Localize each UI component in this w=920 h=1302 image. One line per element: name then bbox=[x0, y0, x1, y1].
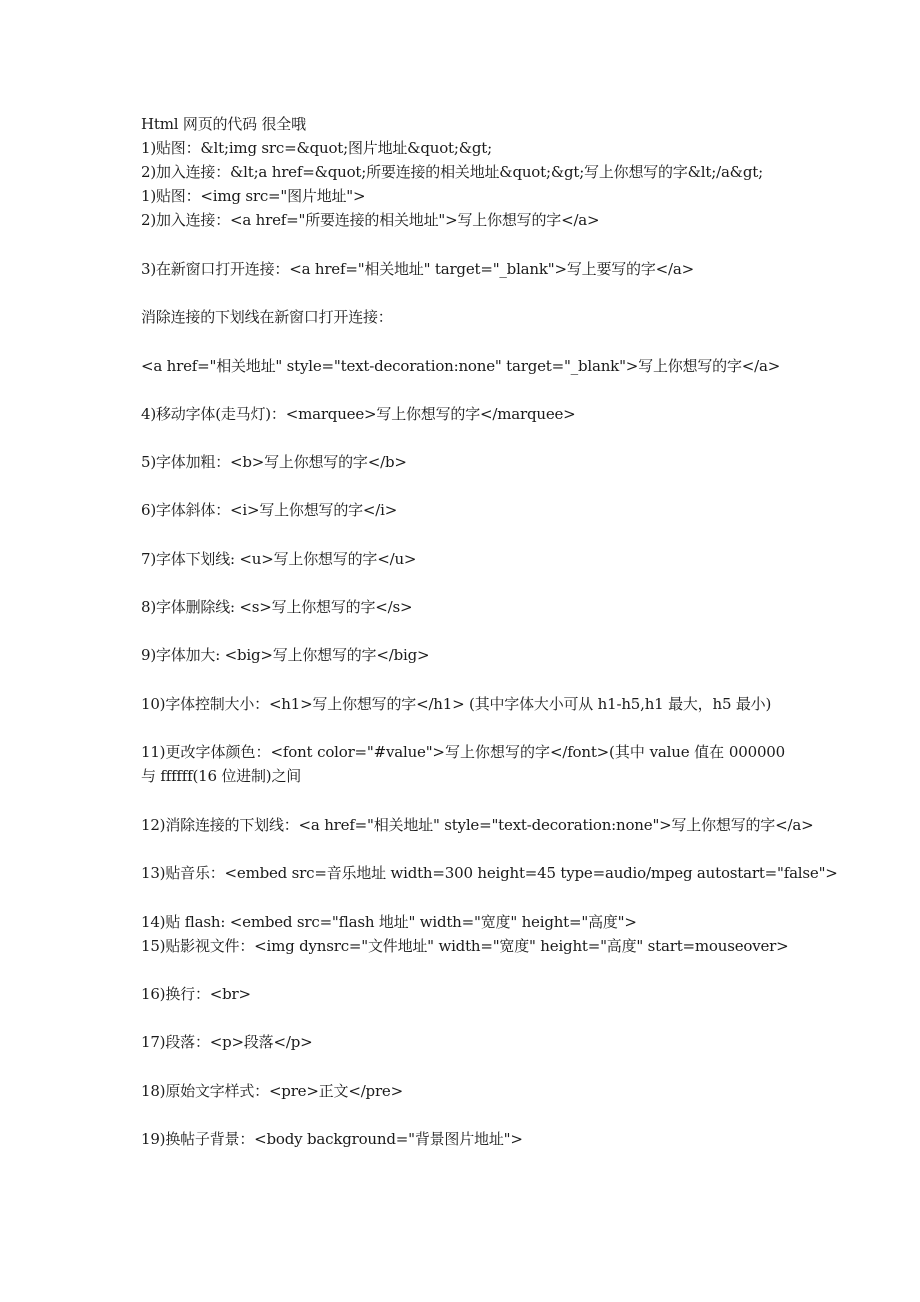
text-line-heading-size: 10)字体控制大小：<h1>写上你想写的字</h1> (其中字体大小可从 h1-h5,h1 最大，h5 最小) bbox=[141, 695, 772, 713]
text-line-link: 2)加入连接：<a href="所要连接的相关地址">写上你想写的字</a> bbox=[141, 211, 600, 229]
text-line-escaped-img: 1)贴图：&lt;img src=&quot;图片地址&quot;&gt; bbox=[141, 139, 492, 157]
text-line-escaped-link: 2)加入连接：&lt;a href=&quot;所要连接的相关地址&quot;&gt;写上你想写的字&lt;/a&gt; bbox=[141, 163, 763, 181]
document-title: Html 网页的代码 很全哦 bbox=[141, 115, 306, 133]
text-line-br: 16)换行：<br> bbox=[141, 985, 251, 1003]
text-line-bold: 5)字体加粗：<b>写上你想写的字</b> bbox=[141, 453, 407, 471]
text-line-pre: 18)原始文字样式：<pre>正文</pre> bbox=[141, 1082, 403, 1100]
text-line-font-color: 11)更改字体颜色：<font color="#value">写上你想写的字</font>(其中 value 值在 000000 与 ffffff(16 位进制)之间 bbox=[141, 743, 785, 785]
text-line-marquee: 4)移动字体(走马灯)：<marquee>写上你想写的字</marquee> bbox=[141, 405, 576, 423]
text-line-new-window-link: 3)在新窗口打开连接：<a href="相关地址" target="_blank">写上要写的字</a> bbox=[141, 260, 694, 278]
text-line-no-underline-link: 12)消除连接的下划线：<a href="相关地址" style="text-decoration:none">写上你想写的字</a> bbox=[141, 816, 814, 834]
text-line-underline: 7)字体下划线: <u>写上你想写的字</u> bbox=[141, 550, 417, 568]
text-line-music: 13)贴音乐：<embed src=音乐地址 width=300 height=45 type=audio/mpeg autostart="false"> bbox=[141, 864, 838, 882]
text-line-no-underline-new-window: <a href="相关地址" style="text-decoration:none" target="_blank">写上你想写的字</a> bbox=[141, 357, 781, 375]
text-line-paragraph: 17)段落：<p>段落</p> bbox=[141, 1033, 313, 1051]
text-line-video: 15)贴影视文件：<img dynsrc="文件地址" width="宽度" height="高度" start=mouseover> bbox=[141, 937, 789, 955]
text-line-big: 9)字体加大: <big>写上你想写的字</big> bbox=[141, 646, 430, 664]
text-line-italic: 6)字体斜体：<i>写上你想写的字</i> bbox=[141, 501, 398, 519]
text-line-img: 1)贴图：<img src="图片地址"> bbox=[141, 187, 366, 205]
text-line-body-background: 19)换帖子背景：<body background="背景图片地址"> bbox=[141, 1130, 523, 1148]
text-line-strike: 8)字体删除线: <s>写上你想写的字</s> bbox=[141, 598, 413, 616]
text-line-flash: 14)贴 flash: <embed src="flash 地址" width="宽度" height="高度"> bbox=[141, 913, 637, 931]
text-line-no-underline-heading: 消除连接的下划线在新窗口打开连接： bbox=[141, 308, 393, 326]
